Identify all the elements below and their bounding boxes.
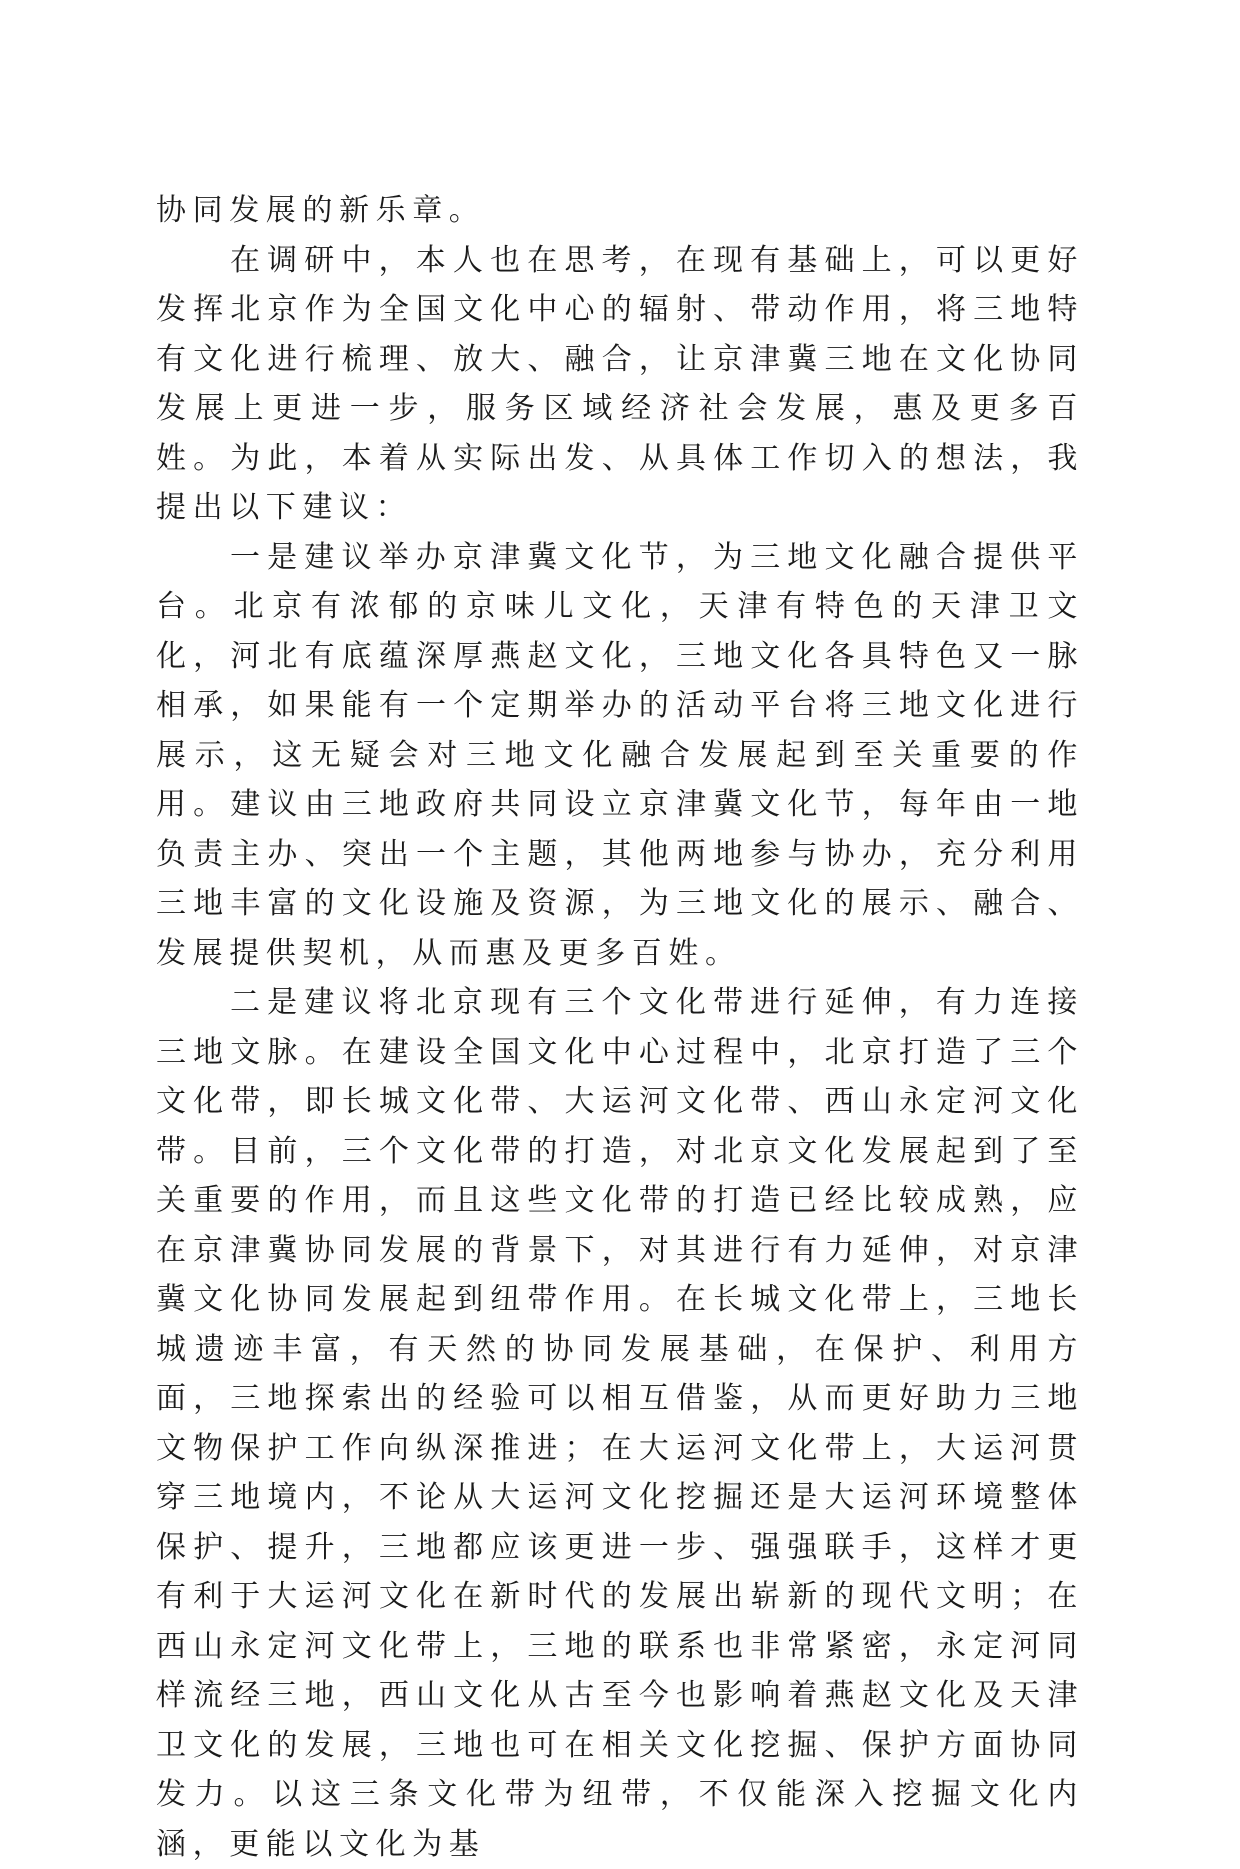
paragraph-continuation: 协同发展的新乐章。	[156, 193, 486, 228]
paragraph-proposal-culture-belts: 二是建议将北京现有三个文化带进行延伸，有力连接三地文脉。在建设全国文化中心过程中，北京打造了三个文化带，即长城文化带、大运河文化带、西山永定河文化带。目前，三个文化带的打造，对北京文化发展起到了至关重要的作用，而且这些文化带的打造已经比较成熟，应在京津冀协同发展的背景下，对其进行有力延伸，对京津冀文化协同发展起到纽带作用。在长城文化带上，三地长城遗迹丰富，有天然的协同发展基础，在保护、利用方面，三地探索出的经验可以相互借鉴，从而更好助力三地文物保护工作向纵深推进；在大运河文化带上，大运河贯穿三地境内，不论从大运河文化挖掘还是大运河环境整体保护、提升，三地都应该更进一步、强强联手，这样才更有利于大运河文化在新时代的发展出崭新的现代文明；在西山永定河文化带上，三地的联系也非常紧密，永定河同样流经三地，西山文化从古至今也影响着燕赵文化及天津卫文化的发展，三地也可在相关文化挖掘、保护方面协同发力。以这三条文化带为纽带，不仅能深入挖掘文化内涵，更能以文化为基	[156, 985, 1084, 1862]
paragraph-research-reflection: 在调研中，本人也在思考，在现有基础上，可以更好发挥北京作为全国文化中心的辐射、带动作用，将三地特有文化进行梳理、放大、融合，让京津冀三地在文化协同发展上更进一步，服务区域经济社会发展，惠及更多百姓。为此，本着从实际出发、从具体工作切入的想法，我提出以下建议：	[156, 242, 1084, 525]
document-body	[156, 186, 1084, 1869]
paragraph-proposal-culture-festival: 一是建议举办京津冀文化节，为三地文化融合提供平台。北京有浓郁的京味儿文化，天津有特色的天津卫文化，河北有底蕴深厚燕赵文化，三地文化各具特色又一脉相承，如果能有一个定期举办的活动平台将三地文化进行展示，这无疑会对三地文化融合发展起到至关重要的作用。建议由三地政府共同设立京津冀文化节，每年由一地负责主办、突出一个主题，其他两地参与协办，充分利用三地丰富的文化设施及资源，为三地文化的展示、融合、发展提供契机，从而惠及更多百姓。	[156, 539, 1084, 971]
